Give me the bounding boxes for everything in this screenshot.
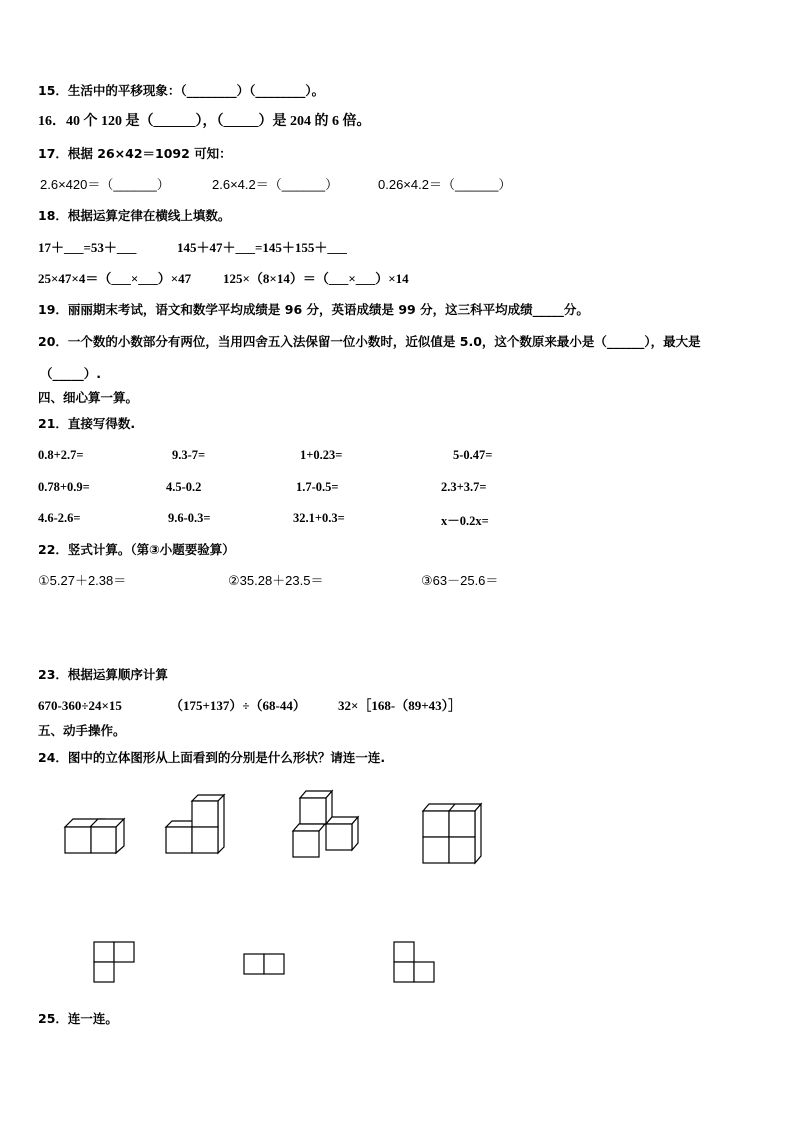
question-15: 15．生活中的平移现象：（________）（________）。 [38, 83, 325, 98]
question-17-item-1: 2.6×420＝（______） [40, 177, 170, 192]
q21-cell: x－0.2x= [441, 514, 489, 528]
q21-cell: 1+0.23= [300, 448, 343, 462]
q21-cell: 1.7-0.5= [296, 480, 339, 494]
question-17-item-2: 2.6×4.2＝（______） [212, 177, 339, 192]
q21-cell: 32.1+0.3= [293, 511, 345, 525]
question-23-item-2: （175+137）÷（68-44） [170, 698, 306, 713]
question-20-line1: 20．一个数的小数部分有两位，当用四舍五入法保留一位小数时，近似值是 5.0，这个数原来最小是（______），最大是 [38, 334, 701, 349]
question-17-stem: 17．根据 26×42＝1092 可知： [38, 146, 232, 161]
q21-cell: 2.3+3.7= [441, 480, 487, 494]
q21-cell: 5-0.47= [453, 448, 493, 462]
question-17-item-3: 0.26×4.2＝（______） [378, 177, 512, 192]
question-22-item-3: ③63－25.6＝ [421, 573, 499, 588]
question-16: 16．40 个 120 是（______），（_____）是 204 的 6 倍。 [38, 114, 371, 129]
question-22-stem: 22．竖式计算。（第③小题要验算） [38, 542, 235, 557]
question-25: 25．连一连。 [38, 1011, 118, 1026]
question-23-stem: 23．根据运算顺序计算 [38, 667, 168, 682]
question-20-line2: （_____）. [40, 366, 101, 381]
q21-cell: 9.6-0.3= [168, 511, 211, 525]
question-22-item-2: ②35.28＋23.5＝ [228, 573, 324, 588]
solid-figure-2 [160, 793, 235, 861]
q21-cell: 4.5-0.2 [166, 480, 202, 494]
question-23-item-3: 32×［168-（89+43）］ [338, 698, 462, 713]
q21-cell: 0.8+2.7= [38, 448, 84, 462]
question-18-row2-b: 125×（8×14）＝（___×___）×14 [223, 271, 409, 286]
question-18-row2-a: 25×47×4＝（___×___）×47 [38, 271, 192, 286]
question-18-stem: 18．根据运算定律在横线上填数。 [38, 208, 231, 223]
solid-figure-1 [60, 810, 130, 860]
question-24-stem: 24．图中的立体图形从上面看到的分别是什么形状？请连一连. [38, 750, 386, 765]
section-4-heading: 四、细心算一算。 [38, 390, 139, 405]
solid-figure-4 [418, 800, 488, 868]
question-18-row1-b: 145＋47＋___=145＋155＋___ [177, 240, 347, 255]
top-view-shape-3 [390, 938, 440, 986]
q21-cell: 4.6-2.6= [38, 511, 81, 525]
q21-cell: 9.3-7= [172, 448, 206, 462]
question-23-item-1: 670-360÷24×15 [38, 698, 122, 713]
question-19: 19．丽丽期末考试，语文和数学平均成绩是 96 分，英语成绩是 99 分，这三科平均成绩_____分。 [38, 302, 589, 317]
question-21-stem: 21．直接写得数. [38, 416, 136, 431]
solid-figure-3 [288, 786, 368, 864]
question-22-item-1: ①5.27＋2.38＝ [38, 573, 127, 588]
question-18-row1-a: 17＋___=53＋___ [38, 240, 137, 255]
section-5-heading: 五、动手操作。 [38, 723, 126, 738]
top-view-shape-2 [240, 950, 290, 980]
top-view-shape-1 [90, 938, 140, 986]
q21-cell: 0.78+0.9= [38, 480, 90, 494]
